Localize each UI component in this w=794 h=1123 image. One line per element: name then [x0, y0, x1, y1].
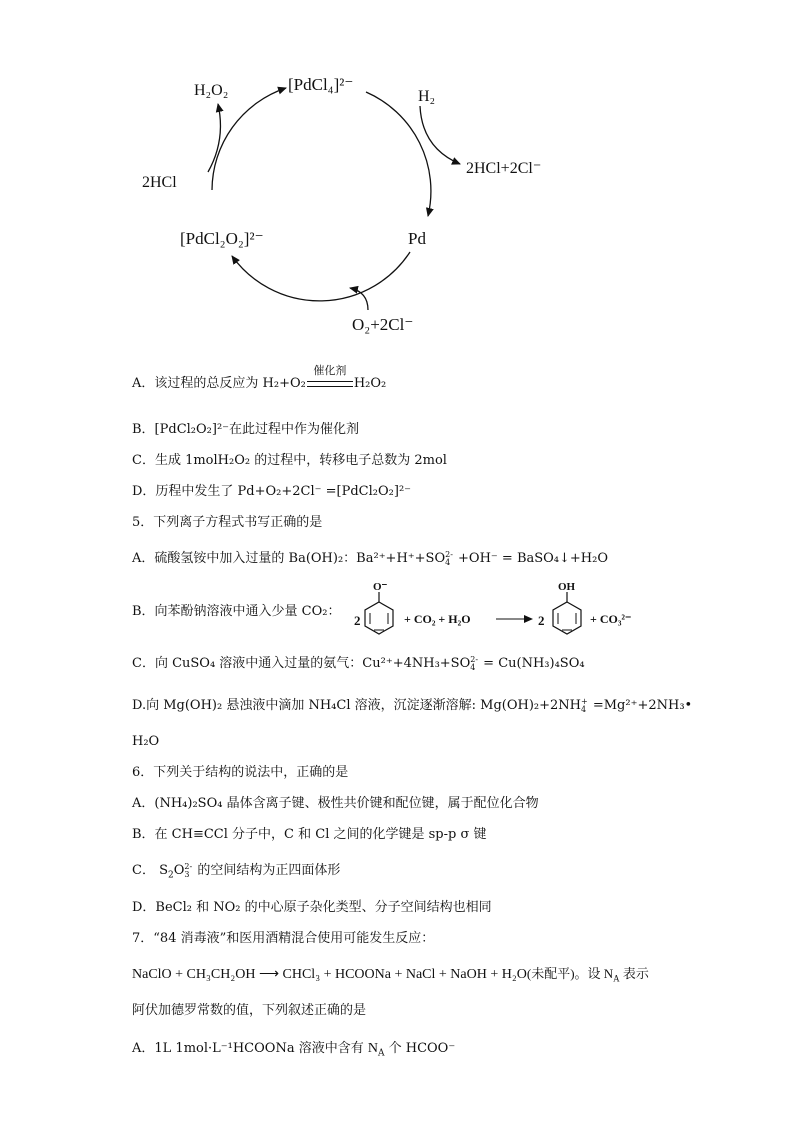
coef-2-right: 2: [538, 613, 545, 628]
q7-option-a[interactable]: A．1L 1mol·L⁻¹HCOONa 溶液中含有 $N_A$ 个 HCOO⁻: [132, 1041, 456, 1059]
q5-option-c[interactable]: C．向 CuSO₄ 溶液中通入过量的氨气：Cu²⁺+4NH₃+SO 2- 4 = Cu(NH₃)₄SO₄: [132, 654, 585, 672]
side-arrow-h2-to-products: [420, 106, 460, 164]
q6-option-c[interactable]: C． $S_2O$ 2- 3 的空间结构为正四面体形: [132, 861, 341, 881]
label-pd: Pd: [408, 229, 426, 248]
q4-option-c[interactable]: C．生成 1molH₂O₂ 的过程中，转移电子总数为 2mol: [132, 453, 447, 468]
q6-option-b[interactable]: B．在 CH≡CCl 分子中，C 和 Cl 之间的化学键是 sp-p σ 键: [132, 827, 487, 842]
catalytic-cycle-diagram: [0, 0, 794, 345]
label-h2o2: H₂O₂: [194, 82, 229, 99]
label-pdcl4: [PdCl₄]²⁻: [288, 75, 354, 94]
label-o2-2cl: O₂+2Cl⁻: [352, 315, 414, 334]
q7-stem-line2: 阿伏加德罗常数的值，下列叙述正确的是: [132, 1003, 367, 1018]
coef-2-left: 2: [354, 613, 361, 628]
benzene-ring-left-icon: [365, 602, 393, 634]
label-2hcl-2cl: 2HCl+2Cl⁻: [466, 160, 542, 177]
phenol-oh-label: OH: [558, 581, 576, 593]
benzene-ring-right-icon: [553, 602, 581, 634]
plus-co3: + CO₃²⁻: [590, 612, 632, 626]
phenol-reaction-equation: [340, 578, 650, 640]
q6-option-a[interactable]: A．(NH₄)₂SO₄ 晶体含离子键、极性共价键和配位键，属于配位化合物: [132, 796, 539, 811]
side-arrow-hcl-to-h2o2: [208, 104, 220, 172]
cycle-arc-right-to-left: [232, 252, 410, 301]
q5-option-d-continuation: H₂O: [132, 734, 160, 749]
catalyst-equals-sign: 催化剂: [307, 374, 353, 394]
q6-stem: 6．下列关于结构的说法中，正确的是: [132, 765, 349, 780]
q5-option-d[interactable]: D.向 Mg(OH)₂ 悬浊液中滴加 NH₄Cl 溶液，沉淀逐渐溶解: Mg(OH)₂+2NH + 4 =Mg²⁺+2NH₃•: [132, 696, 693, 714]
cycle-arc-left-to-top: [212, 88, 286, 190]
label-pdcl2o2: [PdCl₂O₂]²⁻: [180, 229, 264, 248]
q4-option-d[interactable]: D．历程中发生了 Pd+O₂+2Cl⁻ =[PdCl₂O₂]²⁻: [132, 484, 412, 499]
phenoxide-o-label: O⁻: [373, 581, 388, 593]
label-2hcl: 2HCl: [142, 174, 177, 191]
q5-stem: 5．下列离子方程式书写正确的是: [132, 515, 323, 530]
q7-stem: 7．“84 消毒液”和医用酒精混合使用可能发生反应：: [132, 931, 435, 946]
label-h2: H₂: [418, 88, 436, 105]
cycle-arc-top-to-right: [366, 92, 431, 216]
q5-option-b[interactable]: B．向苯酚钠溶液中通入少量 CO₂：: [132, 604, 341, 619]
q6-option-d[interactable]: D．BeCl₂ 和 NO₂ 的中心原子杂化类型、分子空间结构也相同: [132, 900, 492, 915]
q5-option-a[interactable]: A．硫酸氢铵中加入过量的 Ba(OH)₂：Ba²⁺+H⁺+SO 2- 4 +OH⁻ = BaSO₄↓+H₂O: [132, 549, 609, 567]
q4-option-b[interactable]: B．[PdCl₂O₂]²⁻在此过程中作为催化剂: [132, 422, 360, 437]
plus-co2-h2o: + CO₂ + H₂O: [404, 612, 471, 626]
q4-option-a[interactable]: A．该过程的总反应为 H₂+O₂ 催化剂 H₂O₂: [132, 374, 754, 394]
q7-equation: NaClO + CH₃CH₂OH ⟶ CHCl₃ + HCOONa + NaCl + NaOH + H₂O(未配平)。设 $N_A$ 表示: [132, 966, 649, 984]
